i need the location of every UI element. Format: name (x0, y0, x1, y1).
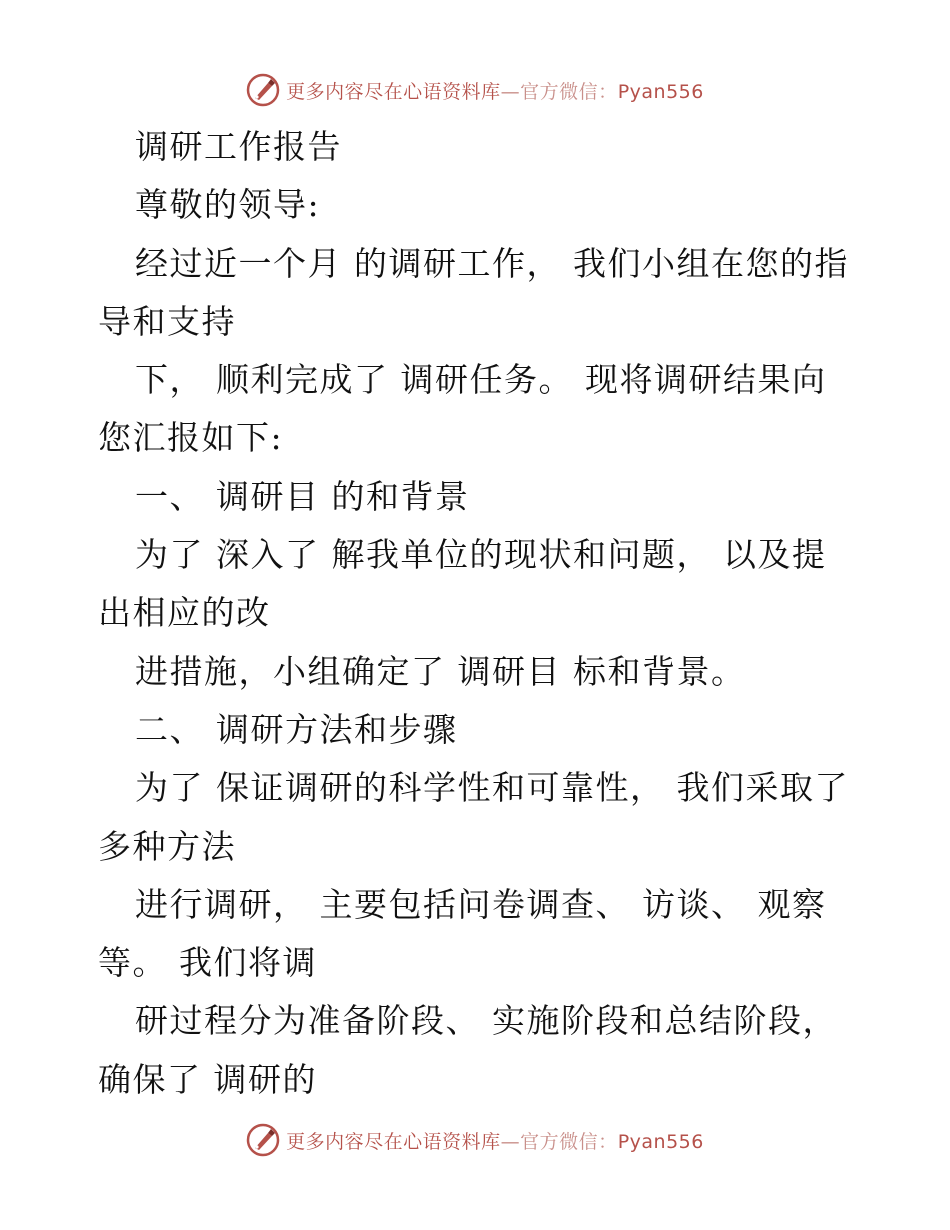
doc-line: 研过程分为准备阶段、 实施阶段和总结阶段， (135, 1001, 837, 1041)
doc-line: 等。 我们将调 (98, 943, 317, 983)
doc-line: 确保了 调研的 (98, 1059, 317, 1099)
doc-line: 出相应的改 (98, 593, 271, 633)
doc-line: 进措施，小组确定了 调研目 标和背景。 (135, 651, 746, 691)
doc-line: 尊敬的领导: (135, 185, 321, 225)
doc-line: 二、 调研方法和步骤 (135, 709, 458, 749)
doc-line: 为了 保证调研的科学性和可靠性， 我们采取了 (135, 768, 849, 808)
doc-line: 您汇报如下: (98, 418, 284, 458)
doc-line: 调研工作报告 (135, 127, 342, 166)
doc-line: 下， 顺利完成了 调研任务。 现将调研结果向 (135, 360, 827, 400)
header-banner-account: Pyan556 (617, 80, 704, 103)
doc-line: 一、 调研目 的和背景 (135, 476, 470, 516)
footer-banner-separator: — (500, 1130, 521, 1153)
header-banner-official: 官方微信： (520, 80, 618, 103)
footer-banner-official: 官方微信： (520, 1130, 618, 1153)
document-body (98, 118, 858, 1109)
footer-banner-text (286, 1127, 704, 1154)
footer-banner (0, 1118, 950, 1162)
doc-line: 多种方法 (98, 826, 236, 866)
doc-line: 导和支持 (98, 301, 236, 341)
doc-line: 经过近一个月 的调研工作， 我们小组在您的指 (135, 243, 849, 283)
fountain-pen-logo-icon (246, 1123, 280, 1157)
header-banner-main: 更多内容尽在心语资料库 (286, 80, 501, 103)
footer-banner-main: 更多内容尽在心语资料库 (286, 1130, 501, 1153)
header-banner-separator: — (500, 80, 521, 103)
footer-banner-account: Pyan556 (617, 1130, 704, 1153)
header-banner-text (286, 77, 704, 104)
doc-line: 进行调研， 主要包括问卷调查、 访谈、 观察 (135, 884, 827, 924)
fountain-pen-logo-icon (246, 73, 280, 107)
doc-line: 为了 深入了 解我单位的现状和问题， 以及提 (135, 535, 827, 575)
header-banner (0, 68, 950, 112)
